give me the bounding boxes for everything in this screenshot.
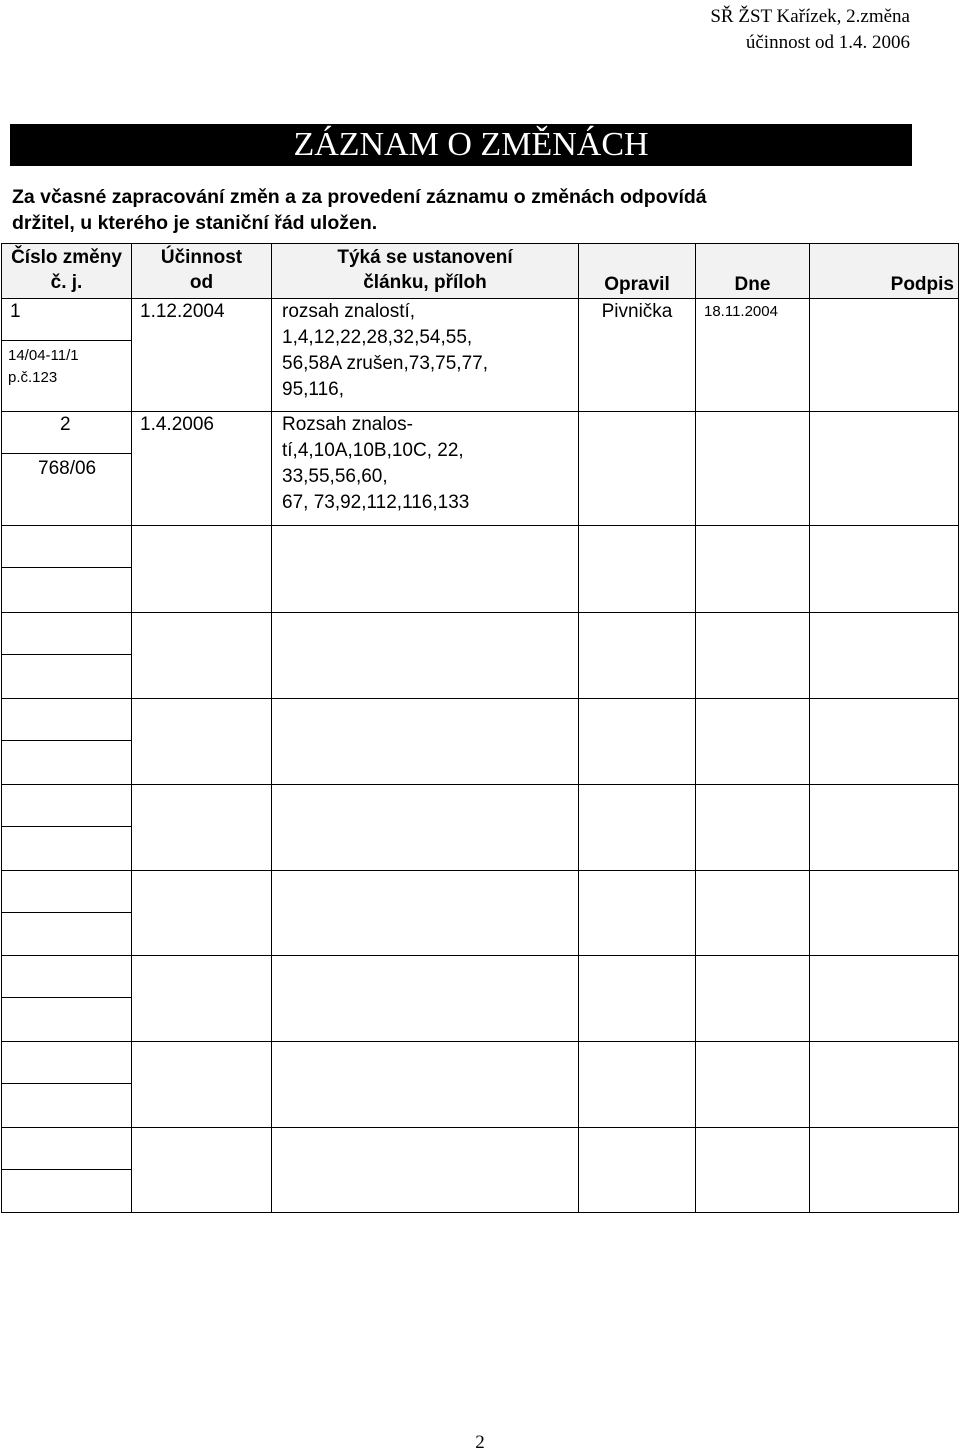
header-podpis: [810, 244, 959, 299]
cell-empty: [696, 699, 810, 785]
cell-empty: [579, 526, 696, 613]
cell-empty: [810, 1042, 959, 1128]
empty-table-row: [2, 699, 959, 785]
cell-empty: [579, 956, 696, 1042]
tyka-line: 56,58A zrušen,73,75,77,: [282, 353, 488, 374]
cell-empty: [132, 785, 272, 871]
cell-cislo: [2, 1128, 132, 1213]
header-opravil-text: Opravil: [604, 274, 670, 295]
table-row: [2, 299, 959, 412]
cislo-split: [2, 526, 131, 568]
cell-empty: [132, 699, 272, 785]
cell-opravil: [579, 412, 696, 526]
header-ucinnost-line2: od: [189, 272, 214, 293]
table-header-row: [2, 244, 959, 299]
cell-empty: [272, 699, 579, 785]
opravil-value: Pivnička: [601, 301, 673, 322]
cell-empty: [696, 785, 810, 871]
empty-table-row: [2, 1128, 959, 1213]
empty-table-row: [2, 956, 959, 1042]
cell-empty: [696, 1042, 810, 1128]
cislo-split: [2, 871, 131, 913]
cj-line2: p.č.123: [8, 369, 58, 386]
empty-table-row: [2, 526, 959, 613]
cislo-split: [2, 1042, 131, 1084]
cell-empty: [579, 699, 696, 785]
cell-cislo: [2, 699, 132, 785]
cell-empty: [272, 871, 579, 956]
cell-empty: [272, 526, 579, 613]
header-cislo-line1: Číslo změny: [11, 247, 122, 268]
cell-empty: [272, 956, 579, 1042]
page-title: [10, 124, 912, 166]
table-row: [2, 412, 959, 526]
cell-empty: [696, 956, 810, 1042]
cell-cislo: [2, 1042, 132, 1128]
page-number: 2: [475, 1432, 485, 1453]
cj-line1: 14/04-11/1: [8, 347, 79, 364]
empty-table-row: [2, 785, 959, 871]
cell-opravil: [579, 299, 696, 412]
cell-empty: [579, 871, 696, 956]
cislo-split: [2, 785, 131, 827]
tyka-line: 1,4,12,22,28,32,54,55,: [282, 327, 473, 348]
cell-empty: [132, 871, 272, 956]
intro-line2: držitel, u kterého je staniční řád uložen.: [12, 212, 378, 234]
cell-ucinnost: [132, 299, 272, 412]
cell-empty: [272, 785, 579, 871]
cislo-split: [2, 1128, 131, 1170]
change-log-table: [1, 243, 959, 1213]
cell-empty: [579, 613, 696, 699]
cell-empty: [272, 1042, 579, 1128]
cell-cislo: [2, 956, 132, 1042]
cell-empty: [810, 956, 959, 1042]
cell-dne: [696, 299, 810, 412]
cell-empty: [132, 526, 272, 613]
cell-cislo: [2, 299, 132, 412]
cell-empty: [579, 1042, 696, 1128]
header-tyka: [272, 244, 579, 299]
cislo-zmeny: 2: [2, 412, 131, 454]
cislo-split: [2, 956, 131, 998]
cell-empty: [810, 1128, 959, 1213]
cell-dne: [696, 412, 810, 526]
page-title-text: ZÁZNAM O ZMĚNÁCH: [293, 126, 649, 163]
cell-empty: [696, 613, 810, 699]
intro-line1: Za včasné zapracování změn a za provedení záznamu o změnách odpovídá: [12, 186, 707, 208]
cell-cislo: [2, 871, 132, 956]
ucinnost-value: 1.4.2006: [140, 414, 214, 435]
cell-empty: [810, 785, 959, 871]
tyka-line: rozsah znalostí,: [282, 301, 416, 322]
tyka-line: 67, 73,92,112,116,133: [282, 492, 470, 513]
tyka-line: 33,55,56,60,: [282, 466, 388, 487]
cell-tyka: [272, 299, 579, 412]
header-tyka-line2: článku, příloh: [363, 272, 487, 293]
cell-podpis: [810, 299, 959, 412]
cell-empty: [810, 613, 959, 699]
cell-cislo: [2, 412, 132, 526]
cislo-zmeny: 1: [2, 299, 131, 341]
header-dne: [696, 244, 810, 299]
header-opravil: [579, 244, 696, 299]
dne-value: 18.11.2004: [704, 303, 778, 320]
cell-ucinnost: [132, 412, 272, 526]
ucinnost-value: 1.12.2004: [140, 301, 225, 322]
cell-empty: [132, 613, 272, 699]
cell-cislo: [2, 526, 132, 613]
empty-table-row: [2, 1042, 959, 1128]
document-header-note: [710, 4, 910, 56]
cislo-jednaci: 768/06: [38, 458, 97, 479]
tyka-line: 95,116,: [282, 379, 344, 400]
cell-empty: [810, 526, 959, 613]
cell-tyka: [272, 412, 579, 526]
header-ucinnost: [132, 244, 272, 299]
empty-table-row: [2, 871, 959, 956]
cell-empty: [579, 1128, 696, 1213]
header-cislo: [2, 244, 132, 299]
cell-empty: [272, 1128, 579, 1213]
header-note-line1: SŘ ŽST Kařízek, 2.změna: [710, 6, 910, 27]
tyka-line: Rozsah znalos-: [282, 414, 413, 435]
cell-empty: [696, 871, 810, 956]
cell-empty: [132, 1128, 272, 1213]
tyka-line: tí,4,10A,10B,10C, 22,: [282, 440, 464, 461]
header-note-line2: účinnost od 1.4. 2006: [745, 32, 910, 53]
header-dne-text: Dne: [734, 274, 771, 295]
cell-cislo: [2, 613, 132, 699]
cell-empty: [696, 526, 810, 613]
empty-table-row: [2, 613, 959, 699]
cell-empty: [132, 956, 272, 1042]
cell-empty: [810, 871, 959, 956]
intro-text: [12, 184, 917, 236]
cell-cislo: [2, 785, 132, 871]
cell-empty: [810, 699, 959, 785]
cell-empty: [696, 1128, 810, 1213]
header-podpis-text: Podpis: [890, 274, 954, 295]
header-ucinnost-line1: Účinnost: [160, 247, 243, 268]
header-tyka-line1: Týká se ustanovení: [337, 247, 513, 268]
cislo-jednaci: [2, 341, 131, 389]
cell-empty: [272, 613, 579, 699]
cell-empty: [132, 1042, 272, 1128]
cell-empty: [579, 785, 696, 871]
cell-podpis: [810, 412, 959, 526]
cislo-split: [2, 699, 131, 741]
cislo-split: [2, 613, 131, 655]
header-cislo-line2: č. j.: [50, 272, 83, 293]
